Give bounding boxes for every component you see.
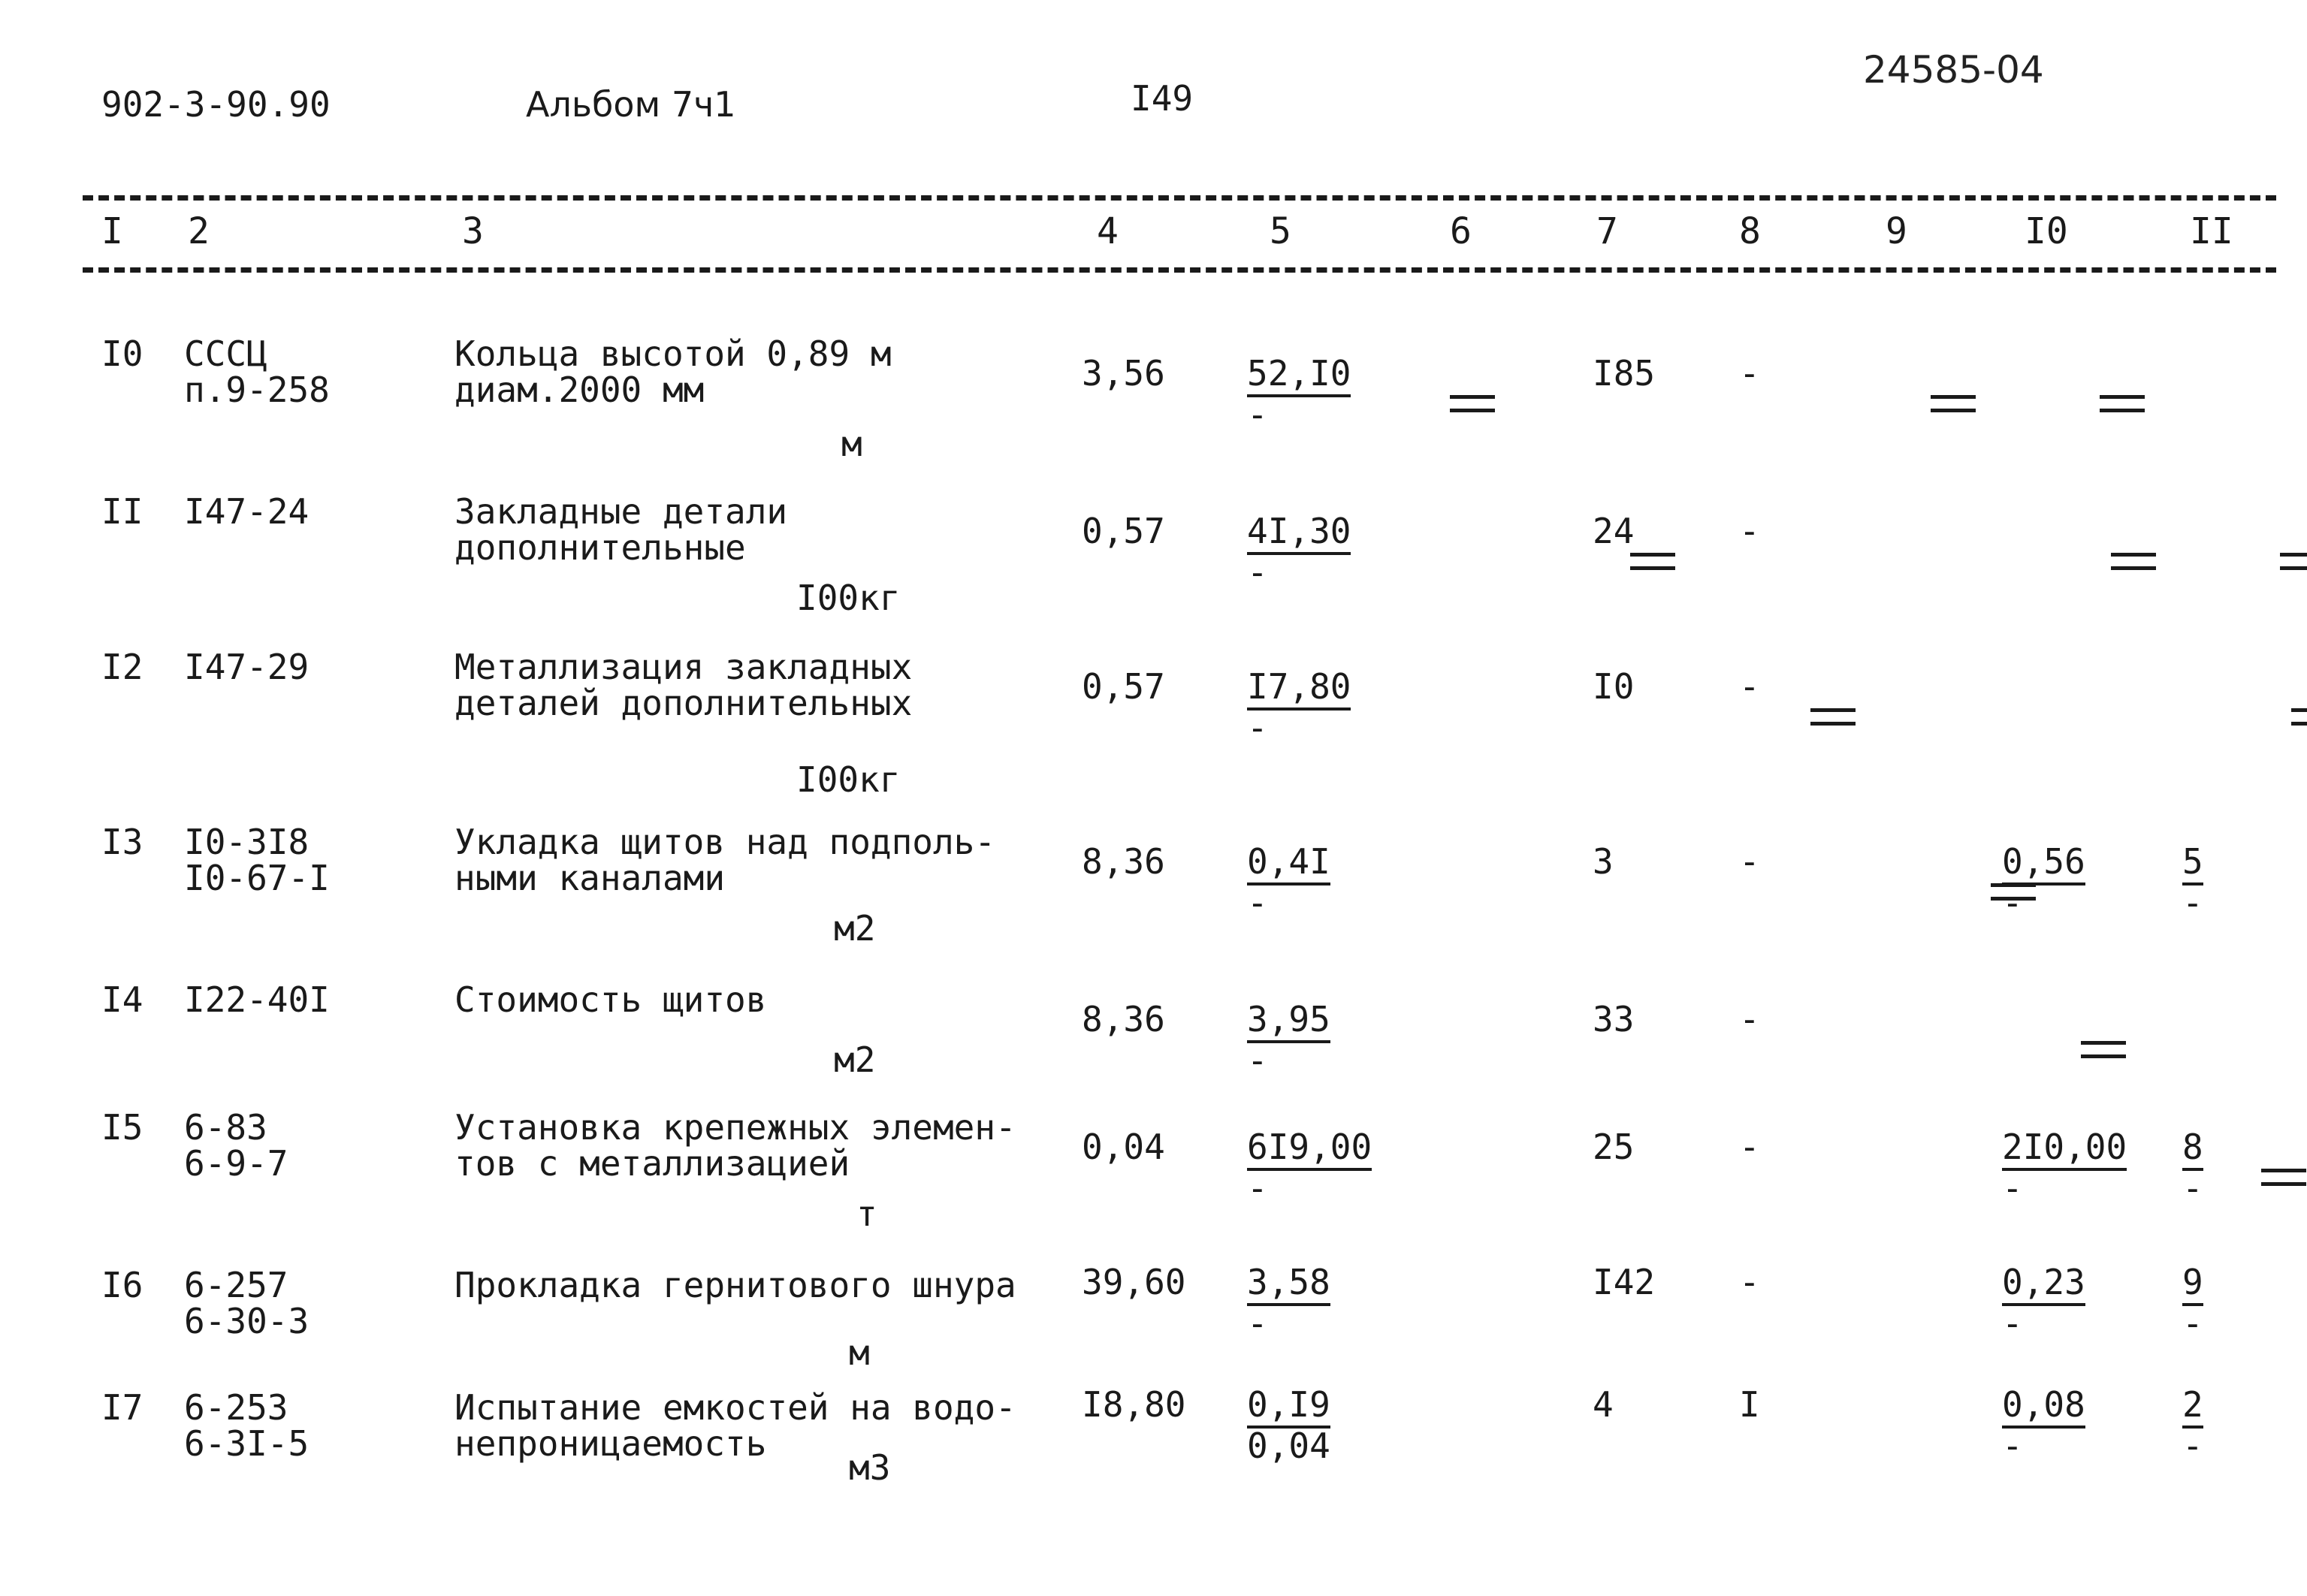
row-col10-value: 0,23 <box>2002 1263 2085 1306</box>
row-col10-ditto <box>2280 553 2307 571</box>
archive-stamp: 24585-04 <box>1863 48 2044 92</box>
row-code: I0-67-I <box>184 858 330 898</box>
row-col10 <box>2002 841 2085 923</box>
row-description: ными каналами <box>454 858 726 898</box>
row-code: I47-24 <box>184 491 310 532</box>
row-col8: I <box>1739 1384 1760 1425</box>
row-unit: I00кг <box>796 759 901 800</box>
row-col7: I0 <box>1593 666 1635 707</box>
row-unit: м <box>849 1332 870 1373</box>
column-header-6: 6 <box>1450 210 1472 252</box>
album-label: Альбом 7ч1 <box>526 84 736 125</box>
row-col7: 25 <box>1593 1127 1635 1167</box>
row-col11 <box>2182 1262 2203 1344</box>
row-unit-price-value: 3,95 <box>1247 1000 1330 1043</box>
row-description: дополнительные <box>454 527 746 568</box>
row-col7: 33 <box>1593 999 1635 1039</box>
row-number: II <box>101 491 143 532</box>
row-col11-subvalue: - <box>2182 1303 2203 1344</box>
row-unit: I00кг <box>796 578 901 618</box>
row-description: Закладные детали <box>454 491 788 532</box>
row-col10 <box>2002 1127 2127 1208</box>
row-number: I0 <box>101 333 143 374</box>
row-code: I47-29 <box>184 647 310 687</box>
row-description: деталей дополнительных <box>454 683 913 723</box>
column-header-3: 3 <box>462 210 484 252</box>
row-description: Стоимость щитов <box>454 979 767 1020</box>
row-col7: 4 <box>1593 1384 1614 1425</box>
row-col9-ditto <box>1931 395 1976 413</box>
row-code: 6-253 <box>184 1387 288 1428</box>
row-description: Установка крепежных элемен- <box>454 1107 1016 1148</box>
row-quantity: 3,56 <box>1082 353 1165 394</box>
row-code: 6-83 <box>184 1107 267 1148</box>
column-header-9: 9 <box>1886 210 1907 252</box>
row-col11-value: 5 <box>2182 842 2203 885</box>
row-col6-ditto <box>1810 708 1856 726</box>
column-header-5: 5 <box>1270 210 1291 252</box>
row-code: 6-257 <box>184 1265 288 1305</box>
row-code: I0-3I8 <box>184 822 310 862</box>
row-unit-price-subvalue: - <box>1247 1168 1268 1208</box>
row-unit-price <box>1247 1262 1330 1344</box>
row-description: Кольца высотой 0,89 м <box>454 333 892 374</box>
row-description: Прокладка гернитового шнура <box>454 1265 1016 1305</box>
document-code: 902-3-90.90 <box>101 84 331 125</box>
row-unit-price-subvalue: - <box>1247 707 1268 748</box>
row-code: п.9-258 <box>184 370 330 410</box>
row-unit-price-value: 3,58 <box>1247 1263 1330 1306</box>
row-unit: м2 <box>834 908 876 949</box>
row-unit-price-value: 0,I9 <box>1247 1385 1330 1429</box>
row-col10-subvalue: - <box>2002 882 2023 923</box>
row-unit-price-subvalue: - <box>1247 1040 1268 1081</box>
row-code: СССЦ <box>184 333 267 374</box>
row-quantity: 39,60 <box>1082 1262 1186 1302</box>
row-col8: - <box>1739 1262 1760 1302</box>
row-unit-price <box>1247 1127 1372 1208</box>
row-quantity: 0,57 <box>1082 511 1165 551</box>
row-col10-value: 2I0,00 <box>2002 1127 2127 1171</box>
row-col10-ditto <box>2100 395 2145 413</box>
column-header-10: I0 <box>2025 210 2068 252</box>
row-col10 <box>2002 1262 2085 1344</box>
row-unit-price-subvalue: - <box>1247 882 1268 923</box>
column-header-8: 8 <box>1739 210 1761 252</box>
column-header-7: 7 <box>1596 210 1618 252</box>
row-description: Металлизация закладных <box>454 647 913 687</box>
row-number: I5 <box>101 1107 143 1148</box>
row-unit: т <box>856 1193 877 1234</box>
row-col11-subvalue: - <box>2182 882 2203 923</box>
row-code: 6-9-7 <box>184 1143 288 1184</box>
row-col10-subvalue: - <box>2002 1426 2023 1466</box>
row-col6-ditto <box>2261 1169 2306 1187</box>
row-unit-price-value: I7,80 <box>1247 667 1351 711</box>
row-col11 <box>2182 841 2203 923</box>
row-description: тов с металлизацией <box>454 1143 850 1184</box>
page-number: I49 <box>1131 78 1194 119</box>
row-description: диам.2000 мм <box>454 370 705 410</box>
row-col7: I85 <box>1593 353 1656 394</box>
row-col6-ditto <box>1630 553 1675 571</box>
row-col9-ditto <box>2111 553 2156 571</box>
row-col6-ditto <box>1450 395 1495 413</box>
row-col10 <box>2002 1384 2085 1466</box>
row-unit: м3 <box>849 1447 891 1488</box>
row-description: Испытание емкостей на водо- <box>454 1387 1016 1428</box>
row-number: I3 <box>101 822 143 862</box>
column-header-4: 4 <box>1097 210 1119 252</box>
row-col8: - <box>1739 999 1760 1039</box>
row-unit: м2 <box>834 1039 876 1080</box>
row-col8: - <box>1739 511 1760 551</box>
row-col8: - <box>1739 841 1760 882</box>
row-unit-price <box>1247 353 1351 435</box>
row-description: Укладка щитов над подполь- <box>454 822 996 862</box>
row-col11 <box>2182 1384 2203 1466</box>
header-rule-bottom <box>83 267 2276 273</box>
row-number: I2 <box>101 647 143 687</box>
row-quantity: 8,36 <box>1082 999 1165 1039</box>
row-col10-subvalue: - <box>2002 1168 2023 1208</box>
row-unit-price-subvalue: - <box>1247 1303 1268 1344</box>
row-col7: 3 <box>1593 841 1614 882</box>
row-col8: - <box>1739 1127 1760 1167</box>
row-number: I4 <box>101 979 143 1020</box>
row-description: непроницаемость <box>454 1423 767 1464</box>
header-rule-top <box>83 195 2276 201</box>
row-col11-subvalue: - <box>2182 1426 2203 1466</box>
row-quantity: 0,04 <box>1082 1127 1165 1167</box>
column-header-1: I <box>101 210 123 252</box>
row-col10-value: 0,08 <box>2002 1385 2085 1429</box>
row-unit-price-value: 0,4I <box>1247 842 1330 885</box>
row-col11 <box>2182 1127 2203 1208</box>
row-quantity: I8,80 <box>1082 1384 1186 1425</box>
row-code: I22-40I <box>184 979 330 1020</box>
row-unit-price-value: 4I,30 <box>1247 511 1351 555</box>
row-code: 6-3I-5 <box>184 1423 310 1464</box>
column-header-11: II <box>2190 210 2233 252</box>
row-unit-price-subvalue: - <box>1247 394 1268 435</box>
row-col11-value: 8 <box>2182 1127 2203 1171</box>
row-unit-price-value: 6I9,00 <box>1247 1127 1372 1171</box>
row-col11-subvalue: - <box>2182 1168 2203 1208</box>
row-col6-ditto <box>2081 1041 2126 1059</box>
row-col8: - <box>1739 666 1760 707</box>
row-unit-price <box>1247 666 1351 748</box>
row-code: 6-30-3 <box>184 1301 310 1341</box>
row-col7: I42 <box>1593 1262 1656 1302</box>
row-col11-value: 9 <box>2182 1263 2203 1306</box>
row-unit-price-value: 52,I0 <box>1247 354 1351 397</box>
row-unit-price <box>1247 511 1351 593</box>
row-quantity: 8,36 <box>1082 841 1165 882</box>
row-col10-value: 0,56 <box>2002 842 2085 885</box>
row-col7: 24 <box>1593 511 1635 551</box>
row-unit-price <box>1247 999 1330 1081</box>
row-quantity: 0,57 <box>1082 666 1165 707</box>
row-unit-price <box>1247 841 1330 923</box>
row-col11-value: 2 <box>2182 1385 2203 1429</box>
row-unit-price-subvalue: 0,04 <box>1247 1426 1330 1466</box>
row-unit: м <box>841 424 862 464</box>
row-col8: - <box>1739 353 1760 394</box>
row-col9-ditto <box>2291 708 2307 726</box>
column-header-2: 2 <box>188 210 210 252</box>
row-unit-price-subvalue: - <box>1247 552 1268 593</box>
row-number: I7 <box>101 1387 143 1428</box>
row-unit-price <box>1247 1384 1330 1466</box>
row-col10-subvalue: - <box>2002 1303 2023 1344</box>
row-number: I6 <box>101 1265 143 1305</box>
